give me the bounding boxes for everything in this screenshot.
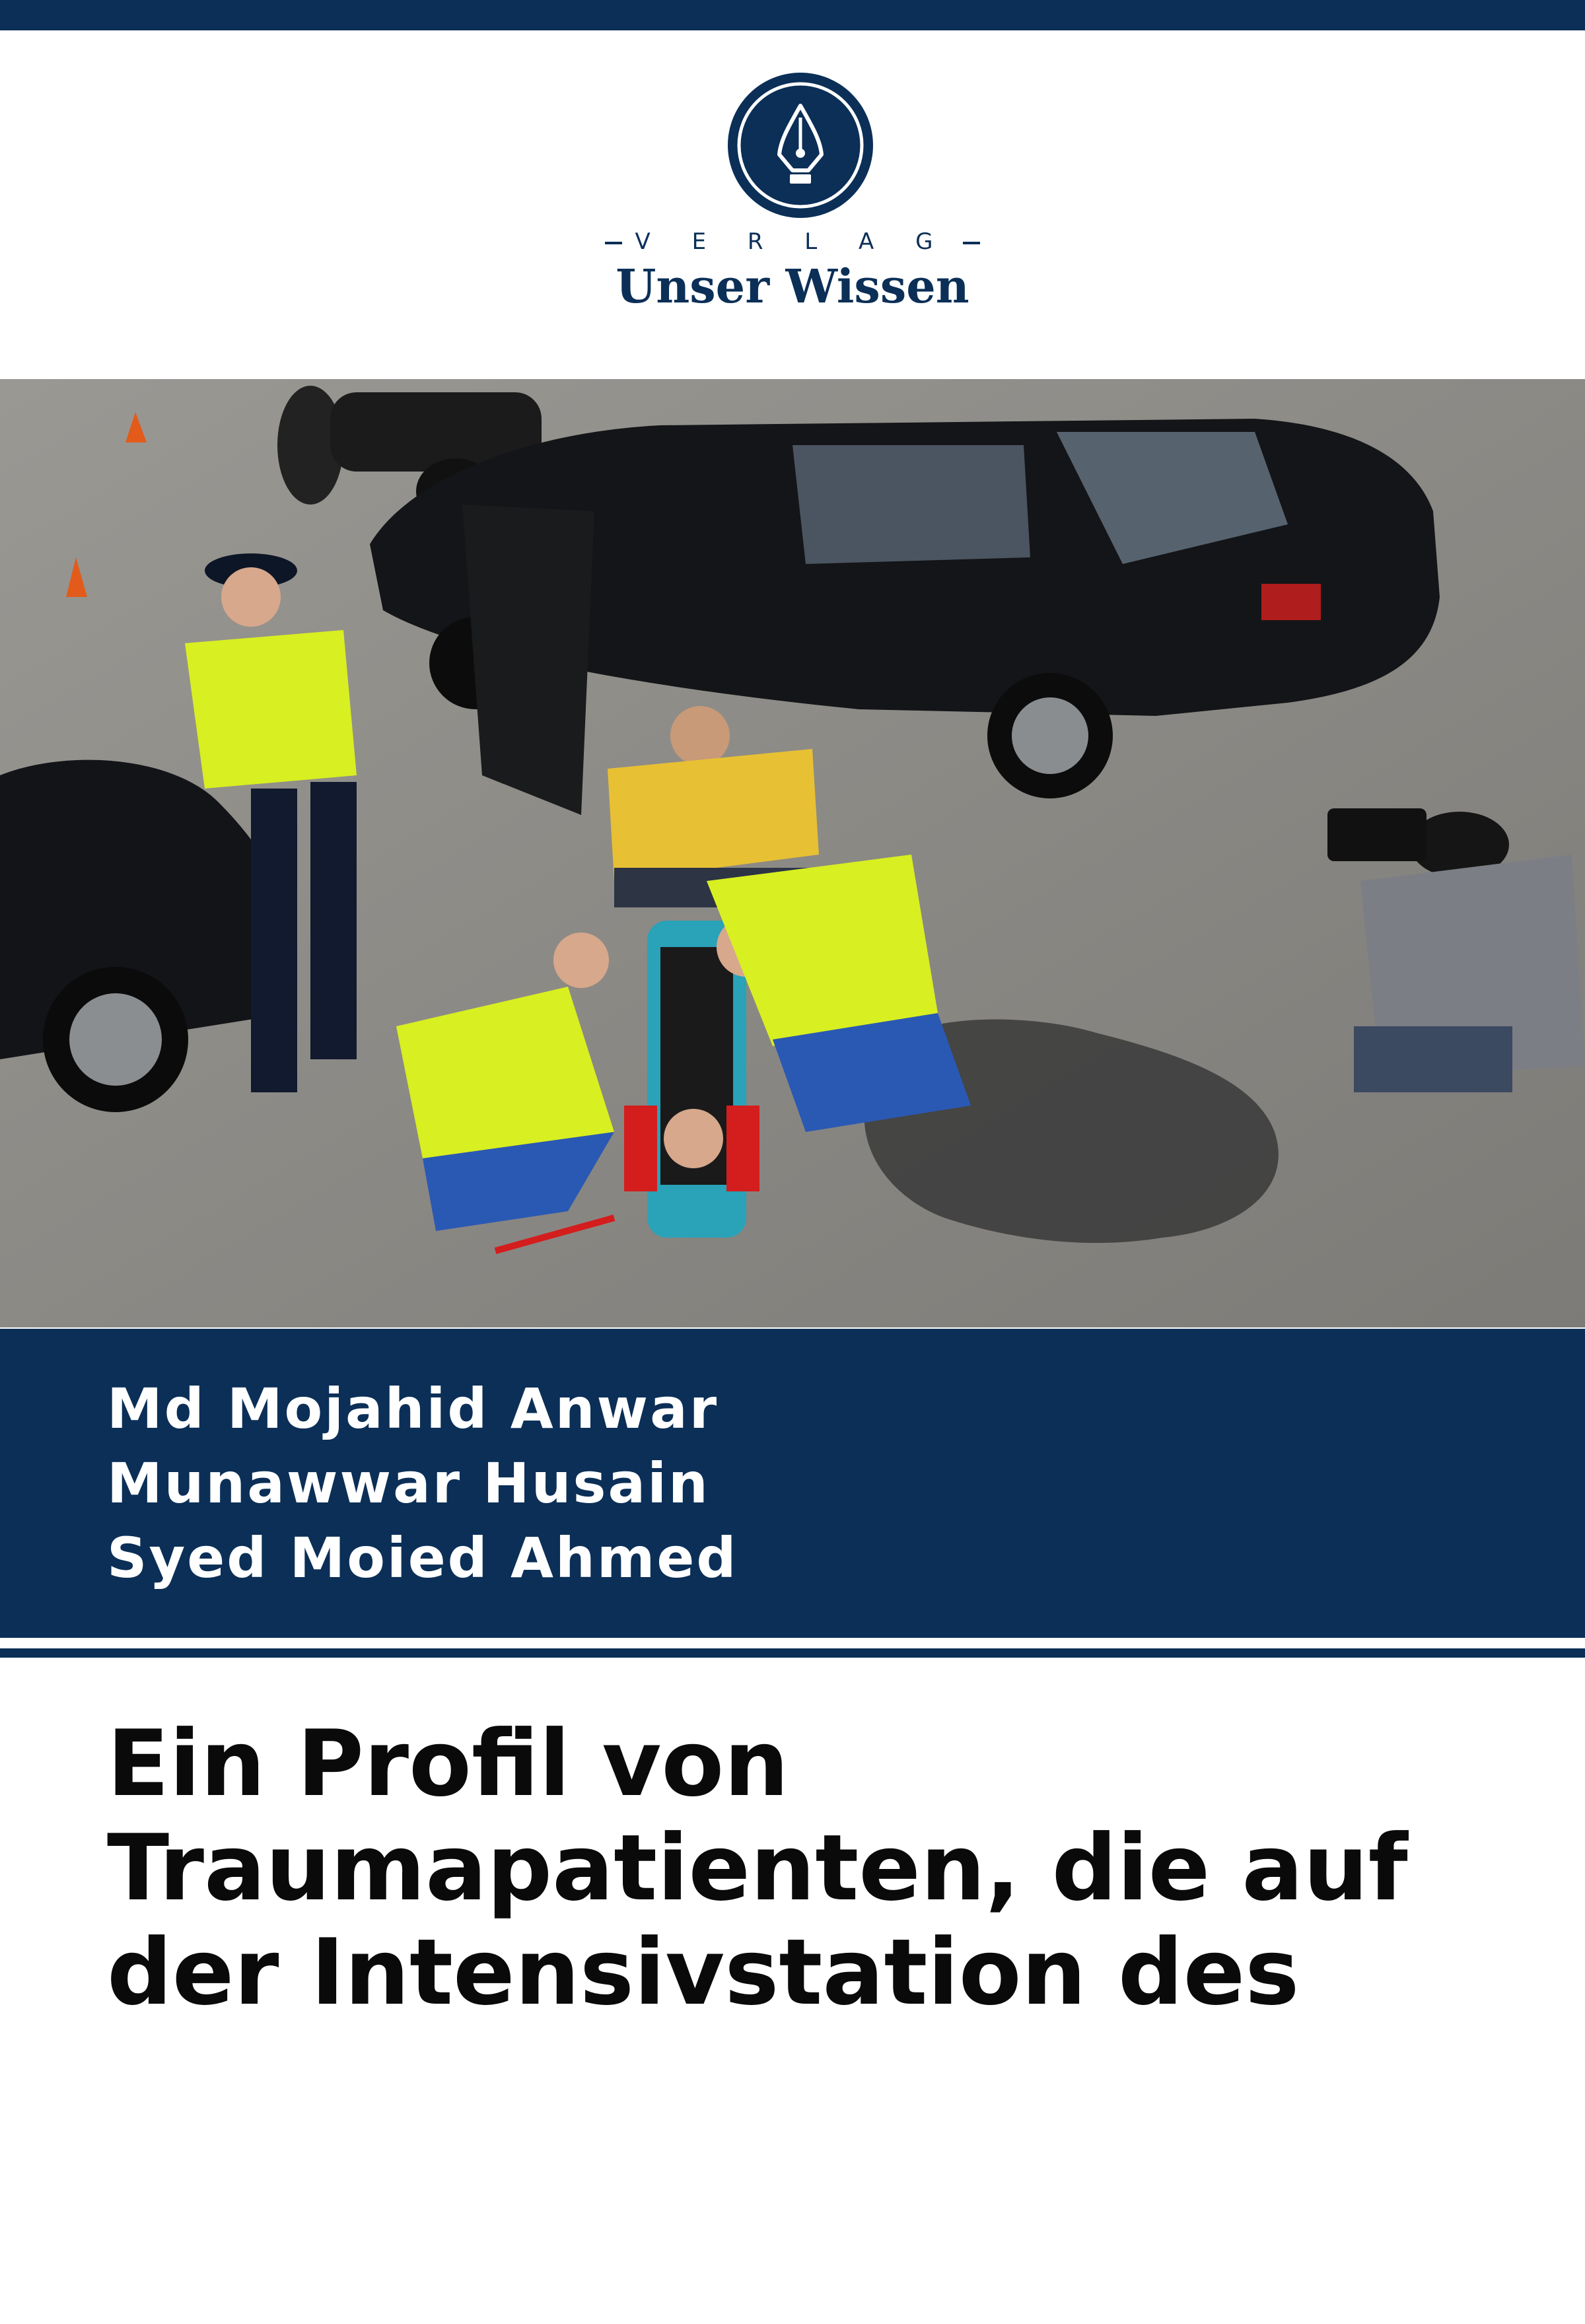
author-3: Syed Moied Ahmed (107, 1526, 738, 1590)
pen-nib-icon (726, 71, 874, 219)
author-2: Munawwar Husain (107, 1451, 710, 1516)
publisher-name: Unser Wissen (616, 259, 969, 314)
accident-scene-illustration (0, 379, 1585, 1327)
publisher-logo (726, 71, 874, 219)
separator-line (0, 1648, 1585, 1658)
publisher-prefix-text: V E R L A G (635, 229, 950, 255)
author-band (0, 1329, 1585, 1638)
publisher-prefix (0, 229, 1585, 255)
dash-left (605, 242, 622, 244)
cover-photo (0, 379, 1585, 1327)
top-color-bar (0, 0, 1585, 30)
book-title: Ein Profil von Traumapatienten, die auf der Intensivstation des (107, 1710, 1408, 2025)
author-1: Md Mojahid Anwar (107, 1376, 719, 1441)
dash-right (963, 242, 980, 244)
